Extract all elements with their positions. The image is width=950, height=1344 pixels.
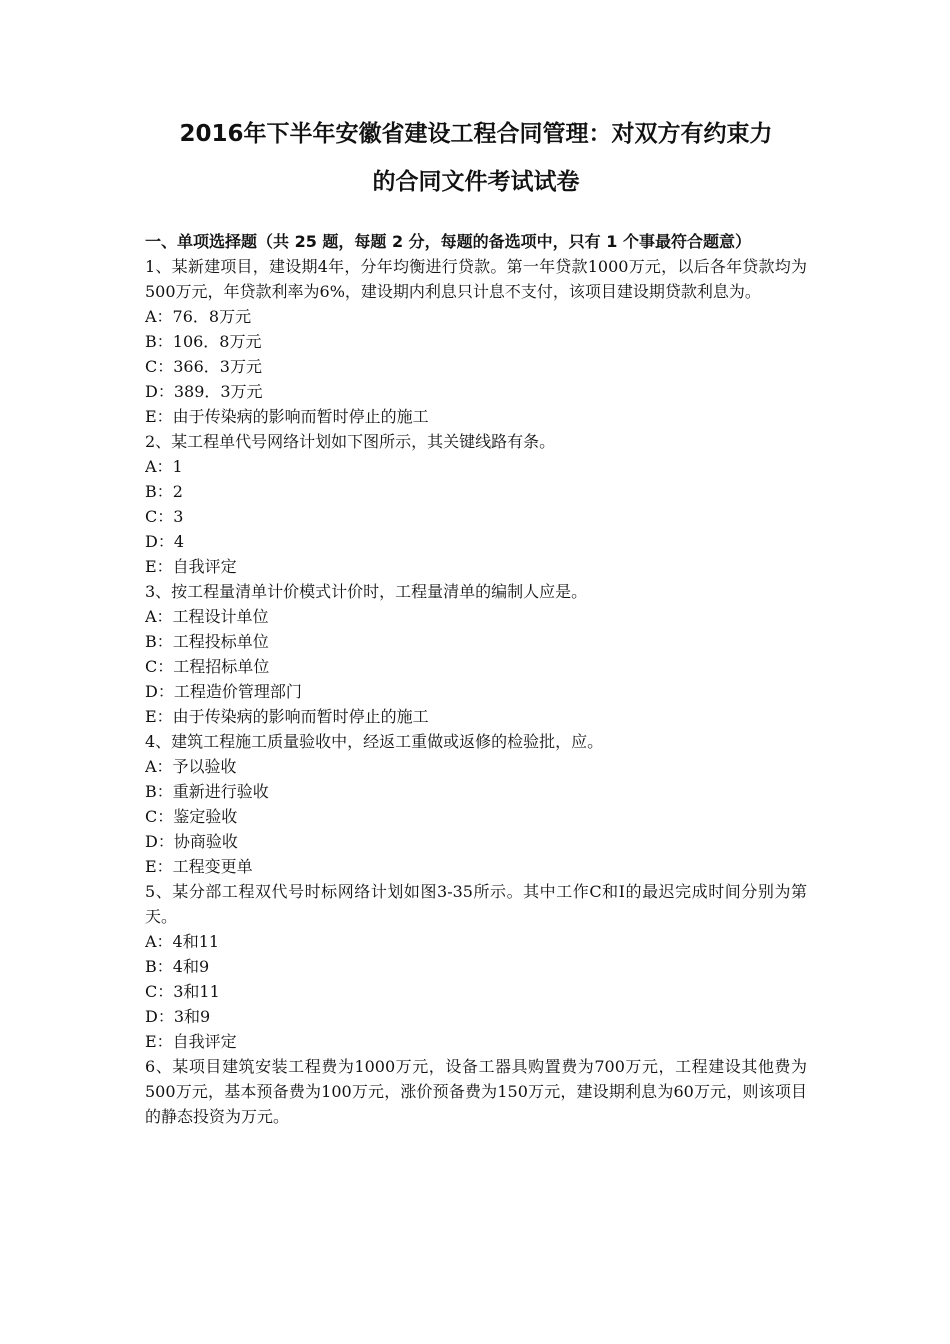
option-d: D：4 [145,532,185,551]
question-stem: 4、建筑工程施工质量验收中，经返工重做或返修的检验批，应。 [145,732,604,751]
option-e: E：工程变更单 [145,857,253,876]
document-title [145,110,807,206]
question-1 [145,254,807,429]
option-d: D：389．3万元 [145,382,263,401]
question-6 [145,1054,807,1129]
question-stem: 1、某新建项目，建设期4年，分年均衡进行贷款。第一年贷款1000万元，以后各年贷款均为500万元，年贷款利率为6%，建设期内利息只计息不支付，该项目建设期贷款利息为。 [145,257,807,301]
option-d: D：3和9 [145,1007,211,1026]
option-e: E：由于传染病的影响而暂时停止的施工 [145,707,429,726]
question-stem: 2、某工程单代号网络计划如下图所示，其关键线路有条。 [145,432,556,451]
option-b: B：106．8万元 [145,332,262,351]
option-a: A：1 [145,457,183,476]
section-heading: 一、单项选择题（共 25 题，每题 2 分，每题的备选项中，只有 1 个事最符合题意） [145,232,751,251]
question-3 [145,579,807,729]
option-c: C：3和11 [145,982,220,1001]
option-e: E：由于传染病的影响而暂时停止的施工 [145,407,429,426]
option-e: E：自我评定 [145,557,237,576]
option-c: C：3 [145,507,184,526]
option-b: B：4和9 [145,957,210,976]
option-c: C：鉴定验收 [145,807,238,826]
option-b: B：工程投标单位 [145,632,269,651]
option-a: A：4和11 [145,932,220,951]
option-b: B：2 [145,482,183,501]
question-stem: 5、某分部工程双代号时标网络计划如图3-35所示。其中工作C和I的最迟完成时间分别为第天。 [145,882,807,926]
option-b: B：重新进行验收 [145,782,269,801]
option-e: E：自我评定 [145,1032,237,1051]
question-stem: 6、某项目建筑安装工程费为1000万元，设备工器具购置费为700万元，工程建设其他费为500万元，基本预备费为100万元，涨价预备费为150万元，建设期利息为60万元，则该项目的静态投资为万元。 [145,1057,807,1126]
title-line-1: 2016年下半年安徽省建设工程合同管理：对双方有约束力 [179,121,773,147]
title-line-2: 的合同文件考试试卷 [372,169,580,195]
option-d: D：工程造价管理部门 [145,682,302,701]
option-a: A：工程设计单位 [145,607,269,626]
option-c: C：366．3万元 [145,357,262,376]
option-c: C：工程招标单位 [145,657,270,676]
question-2 [145,429,807,579]
question-5 [145,879,807,1054]
document-page [145,0,807,1129]
question-stem: 3、按工程量清单计价模式计价时，工程量清单的编制人应是。 [145,582,588,601]
option-a: A：予以验收 [145,757,237,776]
option-a: A：76．8万元 [145,307,252,326]
option-d: D：协商验收 [145,832,238,851]
question-4 [145,729,807,879]
